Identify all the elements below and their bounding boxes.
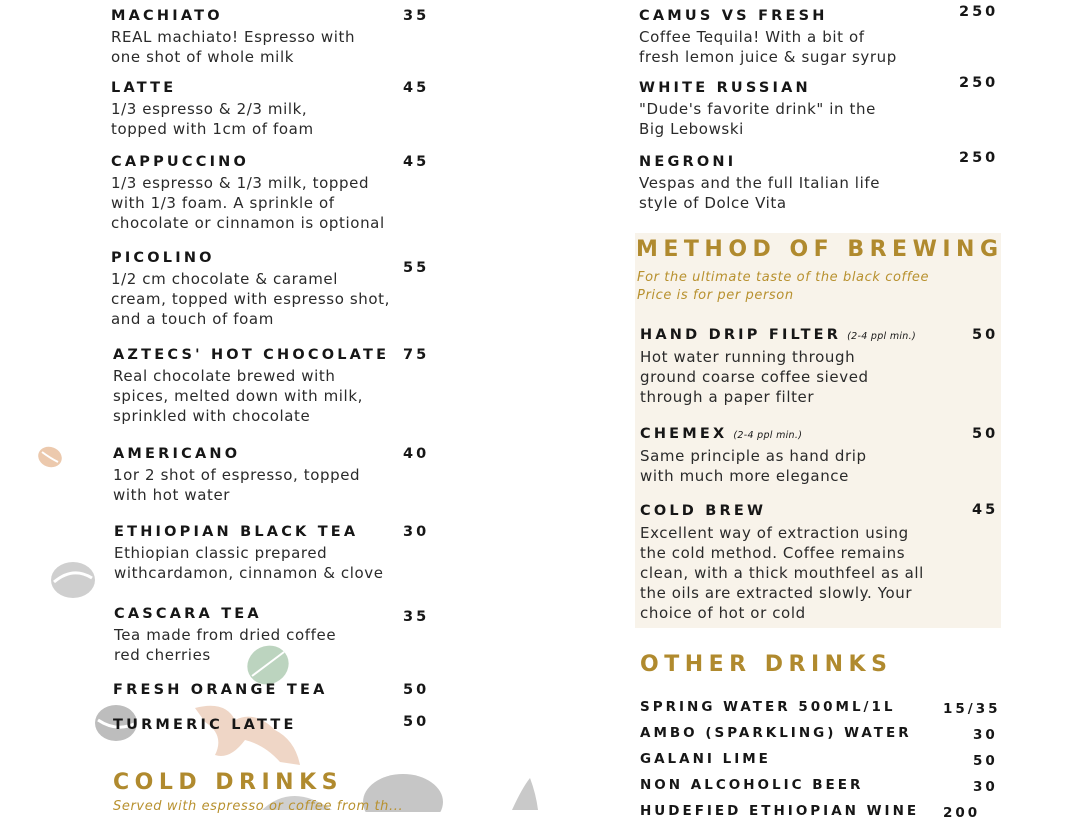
item-price: 50 — [972, 327, 999, 343]
item-name-text: CHEMEX — [640, 426, 728, 442]
item-price: 50 — [972, 426, 999, 442]
item-description: cream, topped with espresso shot, — [111, 290, 391, 308]
item-price: 30 — [403, 524, 430, 540]
item-description: with hot water — [113, 486, 231, 504]
item-price: 15/35 — [943, 701, 1001, 717]
coffee-bean-icon — [508, 778, 540, 810]
item-description: Ethiopian classic prepared — [114, 544, 328, 562]
item-price: 250 — [959, 150, 999, 166]
item-description: Vespas and the full Italian life — [639, 174, 881, 192]
item-name: GALANI LIME — [640, 751, 771, 767]
item-description: spices, melted down with milk, — [113, 387, 363, 405]
item-name — [640, 503, 766, 519]
cold-drinks-heading: COLD DRINKS — [113, 770, 343, 795]
item-price: 45 — [403, 154, 430, 170]
item-name-text: COLD BREW — [640, 503, 767, 519]
item-description: the cold method. Coffee remains — [640, 544, 906, 562]
brewing-note-1: For the ultimate taste of the black coffee — [637, 270, 930, 285]
item-name: FRESH ORANGE TEA — [113, 682, 328, 698]
item-price: 40 — [403, 446, 430, 462]
item-name: LATTE — [111, 80, 177, 96]
brewing-note-2: Price is for per person — [637, 288, 794, 303]
item-description: Same principle as hand drip — [640, 447, 867, 465]
item-description: the oils are extracted slowly. Your — [640, 584, 913, 602]
leaf-icon — [195, 700, 305, 770]
item-name: CAMUS VS FRESH — [639, 8, 828, 24]
item-description: Real chocolate brewed with — [113, 367, 336, 385]
item-description: red cherries — [114, 646, 211, 664]
item-price: 45 — [972, 502, 999, 518]
item-price: 50 — [403, 682, 430, 698]
item-description: choice of hot or cold — [640, 604, 806, 622]
item-description: REAL machiato! Espresso with — [111, 28, 356, 46]
item-name-text: HAND DRIP FILTER — [640, 327, 842, 343]
item-name: TURMERIC LATTE — [113, 717, 297, 733]
item-description: through a paper filter — [640, 388, 815, 406]
item-description: chocolate or cinnamon is optional — [111, 214, 385, 232]
item-price: 30 — [973, 779, 998, 795]
item-name: AMERICANO — [113, 446, 241, 462]
item-price: 200 — [943, 805, 981, 821]
item-name: NEGRONI — [639, 154, 737, 170]
item-name: PICOLINO — [111, 250, 215, 266]
item-description: withcardamon, cinnamon & clove — [114, 564, 384, 582]
coffee-bean-icon — [36, 444, 64, 470]
item-description: Coffee Tequila! With a bit of — [639, 28, 865, 46]
item-name: SPRING WATER 500ML/1L — [640, 699, 896, 715]
item-name: MACHIATO — [111, 8, 223, 24]
item-description: 1or 2 shot of espresso, topped — [113, 466, 361, 484]
item-description: style of Dolce Vita — [639, 194, 787, 212]
item-name: WHITE RUSSIAN — [639, 80, 811, 96]
item-name: NON ALCOHOLIC BEER — [640, 777, 864, 793]
item-description: 1/3 espresso & 2/3 milk, — [111, 100, 308, 118]
other-drinks-heading: OTHER DRINKS — [640, 652, 893, 677]
item-description: "Dude's favorite drink" in the — [639, 100, 876, 118]
item-description: Big Lebowski — [639, 120, 744, 138]
item-description: with much more elegance — [640, 467, 849, 485]
item-description: and a touch of foam — [111, 310, 274, 328]
item-price: 45 — [403, 80, 430, 96]
brewing-heading: METHOD OF BREWING — [636, 237, 1004, 262]
item-description: 1/2 cm chocolate & caramel — [111, 270, 338, 288]
item-price: 75 — [403, 347, 430, 363]
item-min-note: (2-4 ppl min.) — [847, 331, 916, 342]
item-price: 35 — [403, 8, 430, 24]
item-description: 1/3 espresso & 1/3 milk, topped — [111, 174, 370, 192]
item-name: HUDEFIED ETHIOPIAN WINE — [640, 803, 920, 819]
item-description: one shot of whole milk — [111, 48, 295, 66]
item-name: CAPPUCCINO — [111, 154, 250, 170]
item-name — [640, 327, 916, 343]
cold-drinks-note: Served with espresso or coffee from th... — [113, 799, 404, 814]
item-price: 55 — [403, 260, 430, 276]
coffee-bean-icon — [48, 558, 98, 602]
item-name: ETHIOPIAN BLACK TEA — [114, 524, 359, 540]
item-description: Hot water running through — [640, 348, 856, 366]
item-description: ground coarse coffee sieved — [640, 368, 869, 386]
item-description: clean, with a thick mouthfeel as all — [640, 564, 924, 582]
item-price: 50 — [403, 714, 430, 730]
item-name: AMBO (SPARKLING) WATER — [640, 725, 912, 741]
item-price: 50 — [973, 753, 998, 769]
item-price: 30 — [973, 727, 998, 743]
item-price: 250 — [959, 75, 999, 91]
item-name — [640, 426, 802, 442]
item-min-note: (2-4 ppl min.) — [733, 430, 803, 441]
item-name: AZTECS' HOT CHOCOLATE — [113, 347, 390, 363]
item-description: Tea made from dried coffee — [114, 626, 337, 644]
item-price: 250 — [959, 4, 999, 20]
item-description: fresh lemon juice & sugar syrup — [639, 48, 897, 66]
item-description: Excellent way of extraction using — [640, 524, 909, 542]
item-description: with 1/3 foam. A sprinkle of — [111, 194, 335, 212]
item-name: CASCARA TEA — [114, 606, 262, 622]
item-price: 35 — [403, 609, 430, 625]
item-description: sprinkled with chocolate — [113, 407, 311, 425]
item-description: topped with 1cm of foam — [111, 120, 314, 138]
